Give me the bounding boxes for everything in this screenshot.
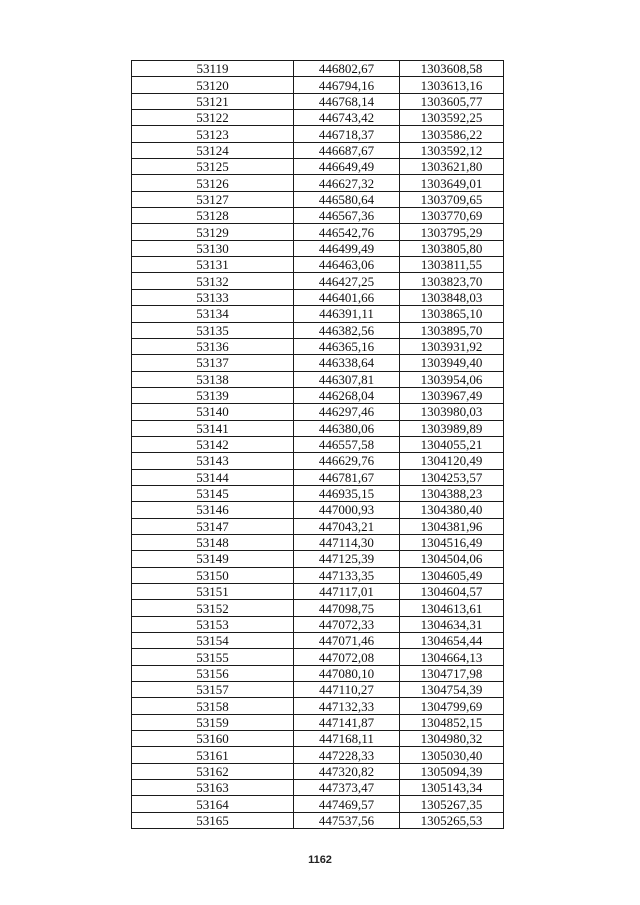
x-coordinate-cell: 447110,27 (294, 682, 400, 698)
point-number-cell: 53150 (132, 567, 294, 583)
y-coordinate-cell: 1303770,69 (400, 208, 504, 224)
y-coordinate-cell: 1304717,98 (400, 665, 504, 681)
y-coordinate-cell: 1303592,12 (400, 142, 504, 158)
table-row (132, 518, 504, 534)
point-number-cell: 53152 (132, 600, 294, 616)
x-coordinate-cell: 447469,57 (294, 796, 400, 812)
x-coordinate-cell: 446935,15 (294, 485, 400, 501)
point-number-cell: 53131 (132, 257, 294, 273)
point-number-cell: 53140 (132, 404, 294, 420)
coordinates-table-body (132, 61, 504, 829)
y-coordinate-cell: 1304504,06 (400, 551, 504, 567)
point-number-cell: 53155 (132, 649, 294, 665)
table-row (132, 567, 504, 583)
x-coordinate-cell: 446768,14 (294, 93, 400, 109)
coordinates-table (131, 60, 504, 829)
x-coordinate-cell: 447228,33 (294, 747, 400, 763)
table-row (132, 633, 504, 649)
table-row (132, 600, 504, 616)
point-number-cell: 53163 (132, 780, 294, 796)
x-coordinate-cell: 447114,30 (294, 534, 400, 550)
point-number-cell: 53164 (132, 796, 294, 812)
point-number-cell: 53136 (132, 338, 294, 354)
table-row (132, 420, 504, 436)
point-number-cell: 53146 (132, 502, 294, 518)
point-number-cell: 53143 (132, 453, 294, 469)
x-coordinate-cell: 447537,56 (294, 812, 400, 828)
x-coordinate-cell: 446463,06 (294, 257, 400, 273)
table-row (132, 534, 504, 550)
y-coordinate-cell: 1303949,40 (400, 355, 504, 371)
table-row (132, 338, 504, 354)
y-coordinate-cell: 1303811,55 (400, 257, 504, 273)
point-number-cell: 53151 (132, 584, 294, 600)
x-coordinate-cell: 446649,49 (294, 159, 400, 175)
x-coordinate-cell: 447000,93 (294, 502, 400, 518)
x-coordinate-cell: 446391,11 (294, 306, 400, 322)
y-coordinate-cell: 1304613,61 (400, 600, 504, 616)
table-row (132, 126, 504, 142)
table-row (132, 110, 504, 126)
table-row (132, 257, 504, 273)
x-coordinate-cell: 446802,67 (294, 61, 400, 77)
y-coordinate-cell: 1304604,57 (400, 584, 504, 600)
table-row (132, 812, 504, 828)
point-number-cell: 53135 (132, 322, 294, 338)
y-coordinate-cell: 1303621,80 (400, 159, 504, 175)
y-coordinate-cell: 1304388,23 (400, 485, 504, 501)
point-number-cell: 53126 (132, 175, 294, 191)
y-coordinate-cell: 1304799,69 (400, 698, 504, 714)
point-number-cell: 53123 (132, 126, 294, 142)
table-row (132, 371, 504, 387)
table-row (132, 714, 504, 730)
point-number-cell: 53145 (132, 485, 294, 501)
point-number-cell: 53119 (132, 61, 294, 77)
table-row (132, 77, 504, 93)
y-coordinate-cell: 1303795,29 (400, 224, 504, 240)
table-row (132, 159, 504, 175)
y-coordinate-cell: 1303608,58 (400, 61, 504, 77)
table-row (132, 731, 504, 747)
y-coordinate-cell: 1304852,15 (400, 714, 504, 730)
point-number-cell: 53148 (132, 534, 294, 550)
point-number-cell: 53160 (132, 731, 294, 747)
point-number-cell: 53156 (132, 665, 294, 681)
x-coordinate-cell: 447373,47 (294, 780, 400, 796)
x-coordinate-cell: 447117,01 (294, 584, 400, 600)
x-coordinate-cell: 446365,16 (294, 338, 400, 354)
point-number-cell: 53134 (132, 306, 294, 322)
y-coordinate-cell: 1304120,49 (400, 453, 504, 469)
table-row (132, 436, 504, 452)
x-coordinate-cell: 447072,08 (294, 649, 400, 665)
table-row (132, 502, 504, 518)
x-coordinate-cell: 446794,16 (294, 77, 400, 93)
table-row (132, 93, 504, 109)
y-coordinate-cell: 1303823,70 (400, 273, 504, 289)
x-coordinate-cell: 446627,32 (294, 175, 400, 191)
y-coordinate-cell: 1304980,32 (400, 731, 504, 747)
y-coordinate-cell: 1303709,65 (400, 191, 504, 207)
x-coordinate-cell: 447080,10 (294, 665, 400, 681)
y-coordinate-cell: 1303895,70 (400, 322, 504, 338)
x-coordinate-cell: 447168,11 (294, 731, 400, 747)
y-coordinate-cell: 1304516,49 (400, 534, 504, 550)
point-number-cell: 53139 (132, 387, 294, 403)
x-coordinate-cell: 447043,21 (294, 518, 400, 534)
point-number-cell: 53121 (132, 93, 294, 109)
x-coordinate-cell: 446268,04 (294, 387, 400, 403)
x-coordinate-cell: 447141,87 (294, 714, 400, 730)
x-coordinate-cell: 446401,66 (294, 289, 400, 305)
x-coordinate-cell: 447071,46 (294, 633, 400, 649)
table-row (132, 224, 504, 240)
x-coordinate-cell: 447133,35 (294, 567, 400, 583)
point-number-cell: 53144 (132, 469, 294, 485)
page-number: 1162 (308, 854, 332, 866)
x-coordinate-cell: 446297,46 (294, 404, 400, 420)
table-row (132, 780, 504, 796)
x-coordinate-cell: 446307,81 (294, 371, 400, 387)
y-coordinate-cell: 1305030,40 (400, 747, 504, 763)
table-row (132, 355, 504, 371)
table-row (132, 273, 504, 289)
x-coordinate-cell: 446380,06 (294, 420, 400, 436)
y-coordinate-cell: 1303805,80 (400, 240, 504, 256)
y-coordinate-cell: 1303980,03 (400, 404, 504, 420)
x-coordinate-cell: 446718,37 (294, 126, 400, 142)
y-coordinate-cell: 1303649,01 (400, 175, 504, 191)
y-coordinate-cell: 1303865,10 (400, 306, 504, 322)
point-number-cell: 53124 (132, 142, 294, 158)
table-row (132, 763, 504, 779)
x-coordinate-cell: 446557,58 (294, 436, 400, 452)
y-coordinate-cell: 1305094,39 (400, 763, 504, 779)
table-row (132, 796, 504, 812)
y-coordinate-cell: 1305265,53 (400, 812, 504, 828)
y-coordinate-cell: 1304055,21 (400, 436, 504, 452)
table-row (132, 698, 504, 714)
point-number-cell: 53165 (132, 812, 294, 828)
table-row (132, 469, 504, 485)
point-number-cell: 53142 (132, 436, 294, 452)
table-row (132, 551, 504, 567)
y-coordinate-cell: 1304605,49 (400, 567, 504, 583)
x-coordinate-cell: 446542,76 (294, 224, 400, 240)
table-row (132, 747, 504, 763)
y-coordinate-cell: 1303605,77 (400, 93, 504, 109)
y-coordinate-cell: 1304664,13 (400, 649, 504, 665)
x-coordinate-cell: 446629,76 (294, 453, 400, 469)
table-row (132, 322, 504, 338)
point-number-cell: 53128 (132, 208, 294, 224)
point-number-cell: 53162 (132, 763, 294, 779)
point-number-cell: 53158 (132, 698, 294, 714)
point-number-cell: 53133 (132, 289, 294, 305)
y-coordinate-cell: 1303954,06 (400, 371, 504, 387)
x-coordinate-cell: 446687,67 (294, 142, 400, 158)
point-number-cell: 53120 (132, 77, 294, 93)
point-number-cell: 53137 (132, 355, 294, 371)
y-coordinate-cell: 1303586,22 (400, 126, 504, 142)
x-coordinate-cell: 446499,49 (294, 240, 400, 256)
table-row (132, 306, 504, 322)
x-coordinate-cell: 446743,42 (294, 110, 400, 126)
table-row (132, 584, 504, 600)
x-coordinate-cell: 447132,33 (294, 698, 400, 714)
x-coordinate-cell: 447320,82 (294, 763, 400, 779)
point-number-cell: 53122 (132, 110, 294, 126)
point-number-cell: 53161 (132, 747, 294, 763)
table-row (132, 61, 504, 77)
x-coordinate-cell: 446567,36 (294, 208, 400, 224)
y-coordinate-cell: 1305143,34 (400, 780, 504, 796)
y-coordinate-cell: 1303848,03 (400, 289, 504, 305)
point-number-cell: 53149 (132, 551, 294, 567)
table-row (132, 240, 504, 256)
x-coordinate-cell: 446338,64 (294, 355, 400, 371)
table-row (132, 289, 504, 305)
table-row (132, 453, 504, 469)
y-coordinate-cell: 1303592,25 (400, 110, 504, 126)
x-coordinate-cell: 447072,33 (294, 616, 400, 632)
x-coordinate-cell: 447125,39 (294, 551, 400, 567)
point-number-cell: 53132 (132, 273, 294, 289)
x-coordinate-cell: 446580,64 (294, 191, 400, 207)
table-row (132, 175, 504, 191)
table-row (132, 616, 504, 632)
point-number-cell: 53153 (132, 616, 294, 632)
y-coordinate-cell: 1304654,44 (400, 633, 504, 649)
point-number-cell: 53159 (132, 714, 294, 730)
table-row (132, 191, 504, 207)
y-coordinate-cell: 1304380,40 (400, 502, 504, 518)
x-coordinate-cell: 447098,75 (294, 600, 400, 616)
y-coordinate-cell: 1303967,49 (400, 387, 504, 403)
table-row (132, 404, 504, 420)
table-row (132, 649, 504, 665)
point-number-cell: 53127 (132, 191, 294, 207)
point-number-cell: 53138 (132, 371, 294, 387)
y-coordinate-cell: 1304634,31 (400, 616, 504, 632)
table-row (132, 208, 504, 224)
point-number-cell: 53130 (132, 240, 294, 256)
point-number-cell: 53147 (132, 518, 294, 534)
point-number-cell: 53129 (132, 224, 294, 240)
y-coordinate-cell: 1304754,39 (400, 682, 504, 698)
point-number-cell: 53154 (132, 633, 294, 649)
table-row (132, 665, 504, 681)
y-coordinate-cell: 1305267,35 (400, 796, 504, 812)
table-row (132, 142, 504, 158)
point-number-cell: 53125 (132, 159, 294, 175)
y-coordinate-cell: 1304381,96 (400, 518, 504, 534)
x-coordinate-cell: 446427,25 (294, 273, 400, 289)
point-number-cell: 53157 (132, 682, 294, 698)
y-coordinate-cell: 1303989,89 (400, 420, 504, 436)
y-coordinate-cell: 1304253,57 (400, 469, 504, 485)
table-row (132, 387, 504, 403)
point-number-cell: 53141 (132, 420, 294, 436)
y-coordinate-cell: 1303931,92 (400, 338, 504, 354)
x-coordinate-cell: 446382,56 (294, 322, 400, 338)
y-coordinate-cell: 1303613,16 (400, 77, 504, 93)
table-row (132, 682, 504, 698)
table-row (132, 485, 504, 501)
x-coordinate-cell: 446781,67 (294, 469, 400, 485)
